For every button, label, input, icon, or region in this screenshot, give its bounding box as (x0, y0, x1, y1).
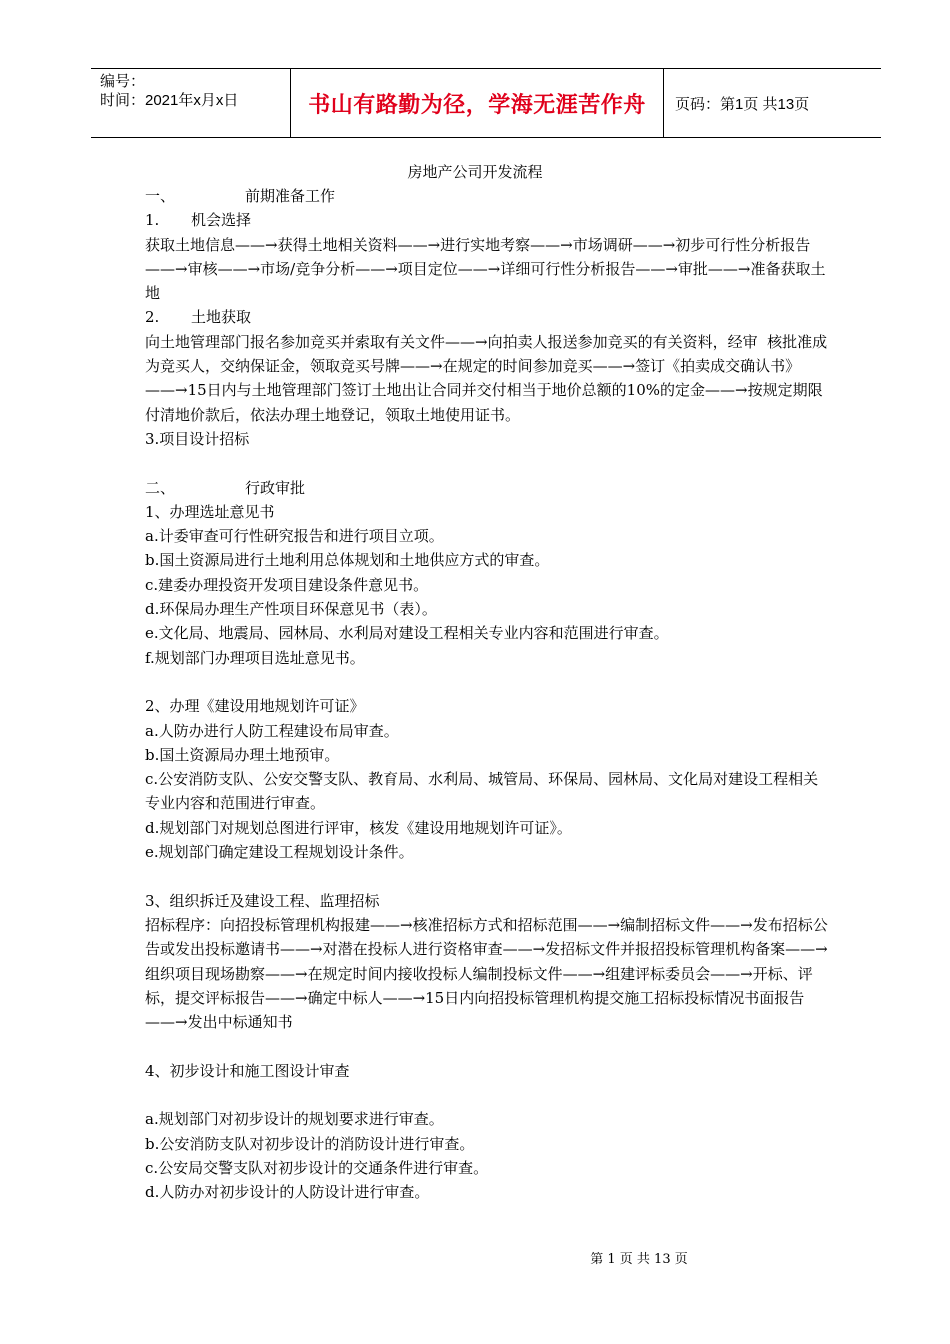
section-heading-2 (145, 476, 830, 500)
section-title: 前期准备工作 (245, 187, 336, 205)
document-number-label: 编号： (100, 73, 146, 90)
list-item: c.公安局交警支队对初步设计的交通条件进行审查。 (145, 1158, 489, 1177)
header-motto: 书山有路勤为径，学海无涯苦作舟 (308, 92, 646, 118)
list-item: d.环保局办理生产性项目环保意见书（表）。 (145, 600, 437, 619)
list-item: e.文化局、地震局、园林局、水利局对建设工程相关专业内容和范围进行审查。 (145, 624, 669, 643)
subsection-title: 机会选择 (191, 211, 252, 230)
section-number: 二、 (145, 478, 176, 497)
section-number: 一、 (145, 187, 176, 205)
group-title-site-selection: 1、办理选址意见书 (145, 502, 275, 521)
list-item: a.人防办进行人防工程建设布局审查。 (145, 721, 399, 740)
document-time-label: 时间：2021年x月x日 (100, 92, 239, 109)
subsection-number: 1. (145, 211, 160, 230)
list-item: d.人防办对初步设计的人防设计进行审查。 (145, 1183, 430, 1202)
header-page-number: 页码：第1页 共13页 (675, 95, 810, 113)
list-item: a.计委审查可行性研究报告和进行项目立项。 (145, 527, 444, 546)
subsection-heading-1 (145, 208, 830, 232)
page-footer (0, 1248, 950, 1267)
list-item: b.国土资源局办理土地预审。 (145, 745, 340, 764)
list-item: b.公安消防支队对初步设计的消防设计进行审查。 (145, 1134, 475, 1153)
list-item: c.建委办理投资开发项目建设条件意见书。 (145, 575, 429, 594)
document-body (145, 184, 830, 1204)
subsection-heading-3: 3.项目设计招标 (145, 429, 250, 448)
paragraph-bidding-procedure: 招标程序：向招投标管理机构报建——→核准招标方式和招标范围——→编制招标文件——→发布招标公告或发出投标邀请书——→对潜在投标人进行资格审查——→发招标文件并报招投标管理机构备案——→组织项目现场勘察——→在规定时间内接收投标人编制投标文件——→组建评标委员会——→开标、评标，提交评标报告——→确定中标人——→15日内向招投标管理机构提交施工招标投标情况书面报告——→发出中标通知书 (145, 915, 828, 1032)
list-item: f.规划部门办理项目选址意见书。 (145, 648, 365, 667)
page-header (91, 68, 881, 138)
list-item: b.国土资源局进行土地利用总体规划和土地供应方式的审查。 (145, 551, 550, 570)
group-title-land-planning-permit: 2、办理《建设用地规划许可证》 (145, 697, 365, 716)
group-title-bidding: 3、组织拆迁及建设工程、监理招标 (145, 891, 380, 910)
header-page-cell (664, 69, 881, 137)
group-title-design-review: 4、初步设计和施工图设计审查 (145, 1061, 350, 1080)
document-title: 房地产公司开发流程 (407, 163, 543, 181)
section-heading-1 (145, 184, 830, 208)
list-item: c.公安消防支队、公安交警支队、教育局、水利局、城管局、环保局、园林局、文化局对建设工程相关专业内容和范围进行审查。 (145, 770, 819, 813)
list-item: e.规划部门确定建设工程规划设计条件。 (145, 843, 414, 862)
footer-page-number: 第 1 页 共 13 页 (590, 1252, 688, 1267)
subsection-number: 2. (145, 308, 160, 327)
section-title: 行政审批 (245, 478, 306, 497)
paragraph-opportunity-selection: 获取土地信息——→获得土地相关资料——→进行实地考察——→市场调研——→初步可行性分析报告——→审核——→市场/竞争分析——→项目定位——→详细可行性分析报告——→审批——→准备获取土地 (145, 235, 826, 303)
header-motto-cell (290, 69, 664, 137)
subsection-title: 土地获取 (191, 308, 252, 327)
list-item: a.规划部门对初步设计的规划要求进行审查。 (145, 1110, 444, 1129)
header-meta (91, 69, 290, 137)
subsection-heading-2 (145, 305, 830, 329)
paragraph-land-acquisition: 向土地管理部门报名参加竞买并索取有关文件——→向拍卖人报送参加竞买的有关资料，经审 核批准成为竞买人，交纳保证金，领取竞买号牌——→在规定的时间参加竞买——→签订《拍卖成交确认书》——→15日内与土地管理部门签订土地出让合同并交付相当于地价总额的10%的定金——→按规定期限付清地价款后，依法办理土地登记，领取土地使用证书。 (145, 332, 828, 424)
list-item: d.规划部门对规划总图进行评审，核发《建设用地规划许可证》。 (145, 818, 572, 837)
